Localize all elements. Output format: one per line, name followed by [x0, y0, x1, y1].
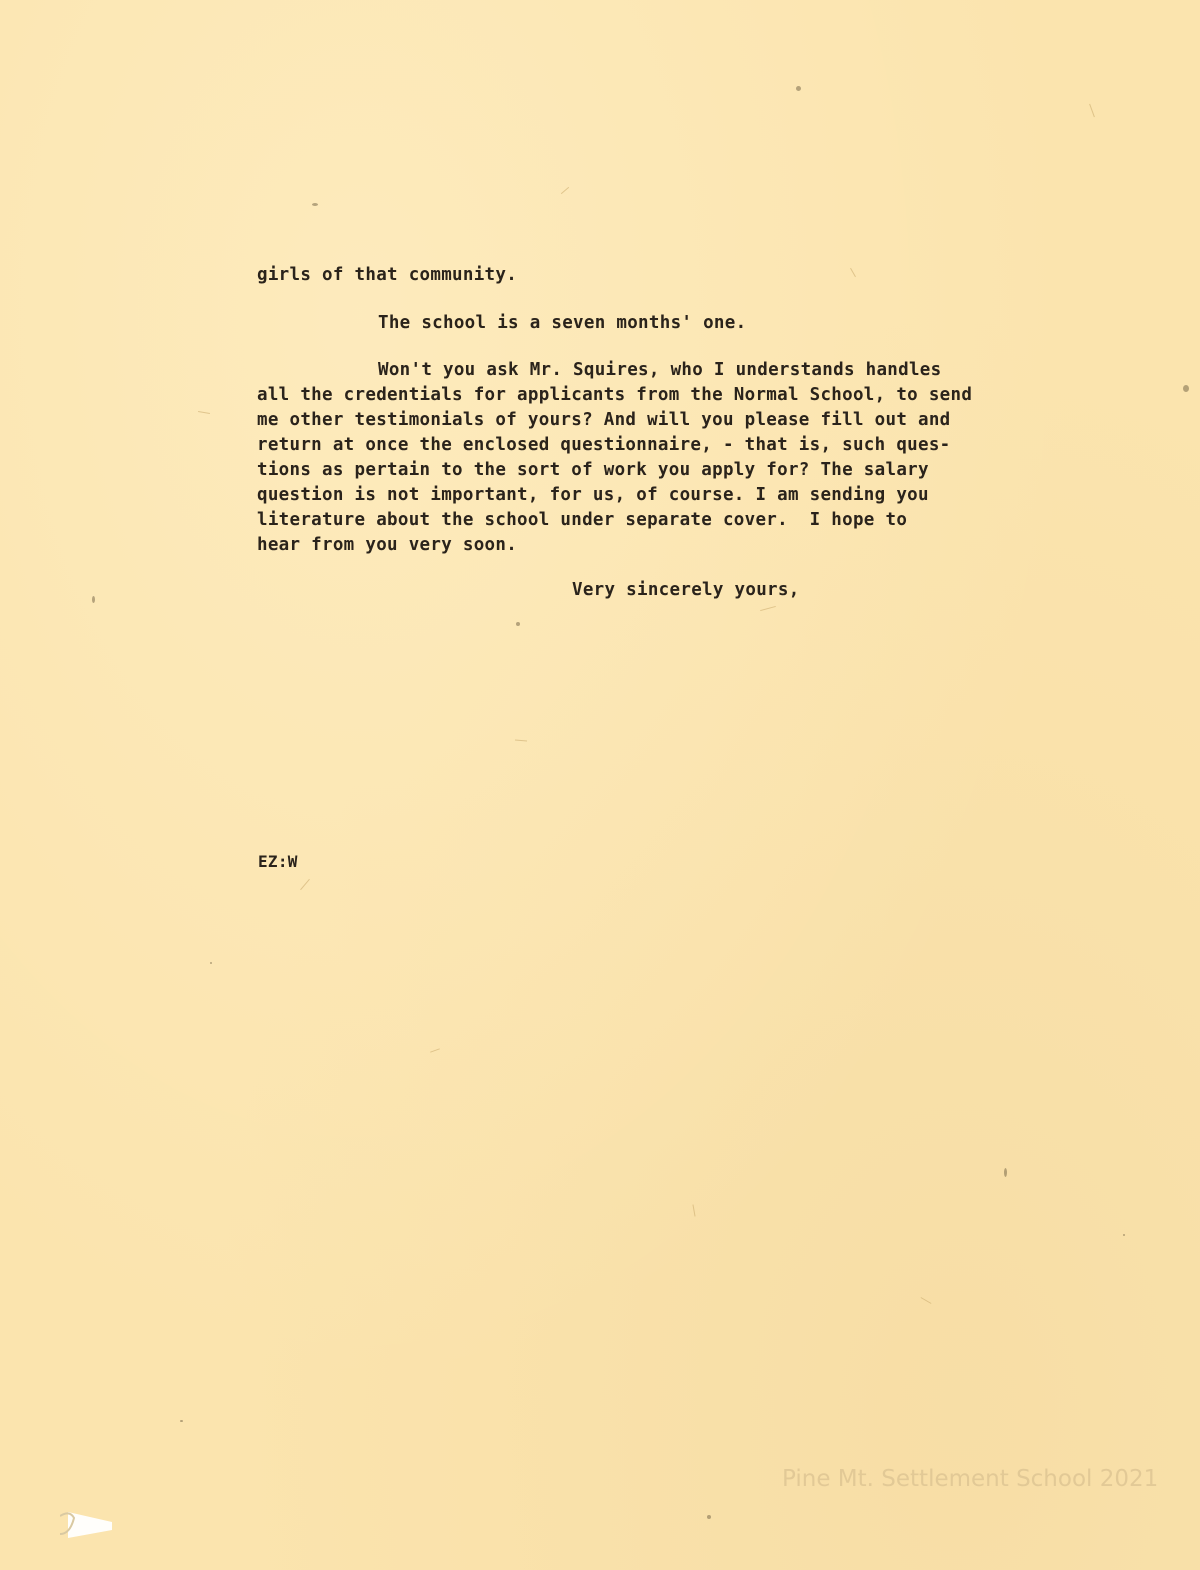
- paper-speck: [796, 86, 801, 91]
- paper-fiber: [300, 879, 310, 890]
- letter-closing: Very sincerely yours,: [572, 580, 800, 600]
- paper-speck: [312, 203, 318, 206]
- paper-speck: [1123, 1234, 1125, 1236]
- letter-paragraph-school: The school is a seven months' one.: [378, 313, 747, 333]
- archive-watermark: Pine Mt. Settlement School 2021: [782, 1466, 1159, 1492]
- paragraph-line: me other testimonials of yours? And will you please fill out and: [257, 410, 951, 430]
- paper-speck: [180, 1420, 183, 1422]
- paper-fiber: [198, 411, 210, 414]
- paper-speck: [1004, 1168, 1007, 1177]
- paragraph-line: all the credentials for applicants from the Normal School, to send: [257, 385, 973, 405]
- paper-speck: [210, 962, 212, 964]
- paragraph-line: question is not important, for us, of course. I am sending you: [257, 485, 929, 505]
- paper-speck: [92, 596, 95, 603]
- paper-fiber: [760, 606, 776, 611]
- paragraph-line: Won't you ask Mr. Squires, who I understands handles: [378, 360, 942, 380]
- paper-clip-mark-icon: [60, 1508, 118, 1542]
- paper-fiber: [692, 1205, 695, 1217]
- paper-fiber: [515, 739, 527, 741]
- paper-fiber: [921, 1297, 932, 1304]
- paper-speck: [707, 1515, 711, 1519]
- paper-speck: [516, 622, 520, 626]
- paper-speck: [1183, 385, 1189, 392]
- paper-fiber: [430, 1048, 440, 1052]
- paper-fiber: [1089, 104, 1095, 117]
- paragraph-line: tions as pertain to the sort of work you apply for? The salary: [257, 460, 929, 480]
- paper-fiber: [561, 187, 569, 194]
- paper-fiber: [850, 268, 856, 277]
- paragraph-line: literature about the school under separate cover. I hope to: [257, 510, 908, 530]
- paragraph-line: return at once the enclosed questionnaire, - that is, such ques-: [257, 435, 951, 455]
- letter-opening-line: girls of that community.: [257, 265, 518, 285]
- letter-initials: EZ:W: [258, 852, 298, 871]
- paragraph-line: hear from you very soon.: [257, 535, 518, 555]
